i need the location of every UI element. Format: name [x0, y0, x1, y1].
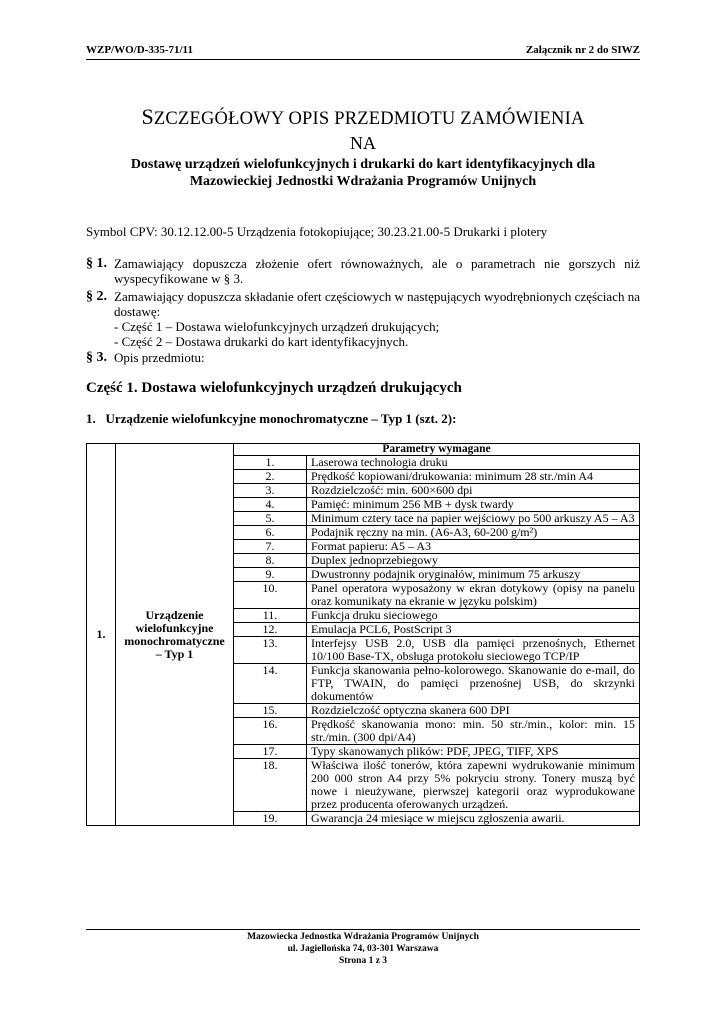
param-description: Minimum cztery tace na papier wejściowy po 500 arkuszy A5 – A3	[307, 512, 640, 526]
param-description: Typy skanowanych plików: PDF, JPEG, TIFF, XPS	[307, 745, 640, 759]
section-1	[86, 256, 640, 286]
param-number: 13.	[234, 637, 307, 664]
param-description: Pamięć: minimum 256 MB + dysk twardy	[307, 498, 640, 512]
param-number: 6.	[234, 526, 307, 540]
attachment-label: Załącznik nr 2 do SIWZ	[525, 44, 640, 56]
document-subtitle	[86, 156, 640, 190]
param-description: Panel operatora wyposażony w ekran dotykowy (opisy na panelu oraz komunikaty na ekranie w języku polskim)	[307, 582, 640, 609]
title-rest: ZCZEGÓŁOWY OPIS PRZEDMIOTU ZAMÓWIENIA	[153, 109, 585, 129]
param-description: Laserowa technologia druku	[307, 456, 640, 470]
param-description: Rozdzielczość: min. 600×600 dpi	[307, 484, 640, 498]
param-number: 15.	[234, 704, 307, 718]
section-bullet: - Część 1 – Dostawa wielofunkcyjnych urządzeń drukujących;	[114, 319, 440, 334]
param-number: 16.	[234, 718, 307, 745]
param-number: 8.	[234, 554, 307, 568]
section-bullet: - Część 2 – Dostawa drukarki do kart identyfikacyjnych.	[114, 334, 409, 349]
param-description: Funkcja skanowania pełno-kolorowego. Skanowanie do e-mail, do FTP, TWAIN, do pamięci przenośnej USB, do skrzynki dokumentów	[307, 664, 640, 704]
section-number: § 1.	[86, 256, 107, 271]
param-description: Gwarancja 24 miesiące w miejscu zgłoszenia awarii.	[307, 812, 640, 826]
item-heading: 1. Urządzenie wielofunkcyjne monochromatyczne – Typ 1 (szt. 2):	[86, 411, 457, 426]
title-na: NA	[350, 133, 376, 153]
param-description: Format papieru: A5 – A3	[307, 540, 640, 554]
table-header-row	[87, 444, 640, 456]
subtitle-line-2: Mazowieckiej Jednostki Wdrażania Programów Unijnych	[189, 174, 537, 189]
page-footer	[86, 931, 640, 967]
header-divider	[86, 59, 640, 60]
section-2	[86, 289, 640, 349]
param-description: Podajnik ręczny na min. (A6-A3, 60-200 g/m²)	[307, 526, 640, 540]
row-number-cell: 1.	[87, 444, 116, 826]
param-number: 9.	[234, 568, 307, 582]
param-number: 7.	[234, 540, 307, 554]
footer-divider	[86, 929, 640, 930]
document-title	[86, 104, 640, 130]
param-number: 5.	[234, 512, 307, 526]
param-number: 17.	[234, 745, 307, 759]
title-initial: S	[141, 104, 154, 129]
section-number: § 2.	[86, 289, 107, 304]
param-description: Emulacja PCL6, PostScript 3	[307, 623, 640, 637]
param-description: Duplex jednoprzebiegowy	[307, 554, 640, 568]
section-number: § 3.	[86, 350, 107, 365]
footer-org: Mazowiecka Jednostka Wdrażania Programów Unijnych	[247, 932, 479, 942]
device-name-cell: Urządzenie wielofunkcyjne monochromatyczne – Typ 1	[116, 444, 234, 826]
param-description: Interfejsy USB 2.0, USB dla pamięci przenośnych, Ethernet 10/100 Base-TX, obsługa protokołu sieciowego TCP/IP	[307, 637, 640, 664]
param-number: 18.	[234, 759, 307, 812]
doc-reference: WZP/WO/D-335-71/11	[86, 44, 193, 56]
param-description: Prędkość kopiowani/drukowania: minimum 28 str./min A4	[307, 470, 640, 484]
part-heading: Część 1. Dostawa wielofunkcyjnych urządzeń drukujących	[86, 380, 462, 396]
param-description: Właściwa ilość tonerów, która zapewni wydrukowanie minimum 200 000 stron A4 przy 5% pokryciu strony. Tonery muszą być nowe i nieużywane, pierwszej kategorii oraz wyprodukowane przez producenta oferowanych urządzeń.	[307, 759, 640, 812]
parameters-header: Parametry wymagane	[234, 444, 640, 456]
param-number: 11.	[234, 609, 307, 623]
footer-address: ul. Jagiellońska 74, 03-301 Warszawa	[287, 944, 439, 954]
param-number: 14.	[234, 664, 307, 704]
spec-table	[86, 443, 640, 826]
param-description: Funkcja druku sieciowego	[307, 609, 640, 623]
section-text: Zamawiający dopuszcza składanie ofert częściowych w następujących wyodrębnionych częściach na dostawę:	[114, 289, 640, 319]
subtitle-line-1: Dostawę urządzeń wielofunkcyjnych i drukarki do kart identyfikacyjnych dla	[130, 157, 596, 172]
param-description: Prędkość skanowania mono: min. 50 str./min., kolor: min. 15 str./min. (300 dpi/A4)	[307, 718, 640, 745]
param-description: Dwustronny podajnik oryginałów, minimum 75 arkuszy	[307, 568, 640, 582]
param-number: 1.	[234, 456, 307, 470]
param-number: 12.	[234, 623, 307, 637]
param-number: 2.	[234, 470, 307, 484]
param-number: 10.	[234, 582, 307, 609]
cpv-symbol: Symbol CPV: 30.12.12.00-5 Urządzenia fotokopiujące; 30.23.21.00-5 Drukarki i plotery	[86, 224, 548, 239]
param-number: 4.	[234, 498, 307, 512]
param-number: 19.	[234, 812, 307, 826]
page-header	[86, 44, 640, 58]
section-3	[86, 350, 640, 365]
section-text: Zamawiający dopuszcza złożenie ofert równoważnych, ale o parametrach nie gorszych niż wyspecyfikowane w § 3.	[114, 256, 640, 286]
param-number: 3.	[234, 484, 307, 498]
footer-page-number: Strona 1 z 3	[338, 956, 388, 966]
section-text: Opis przedmiotu:	[114, 350, 205, 365]
param-description: Rozdzielczość optyczna skanera 600 DPI	[307, 704, 640, 718]
